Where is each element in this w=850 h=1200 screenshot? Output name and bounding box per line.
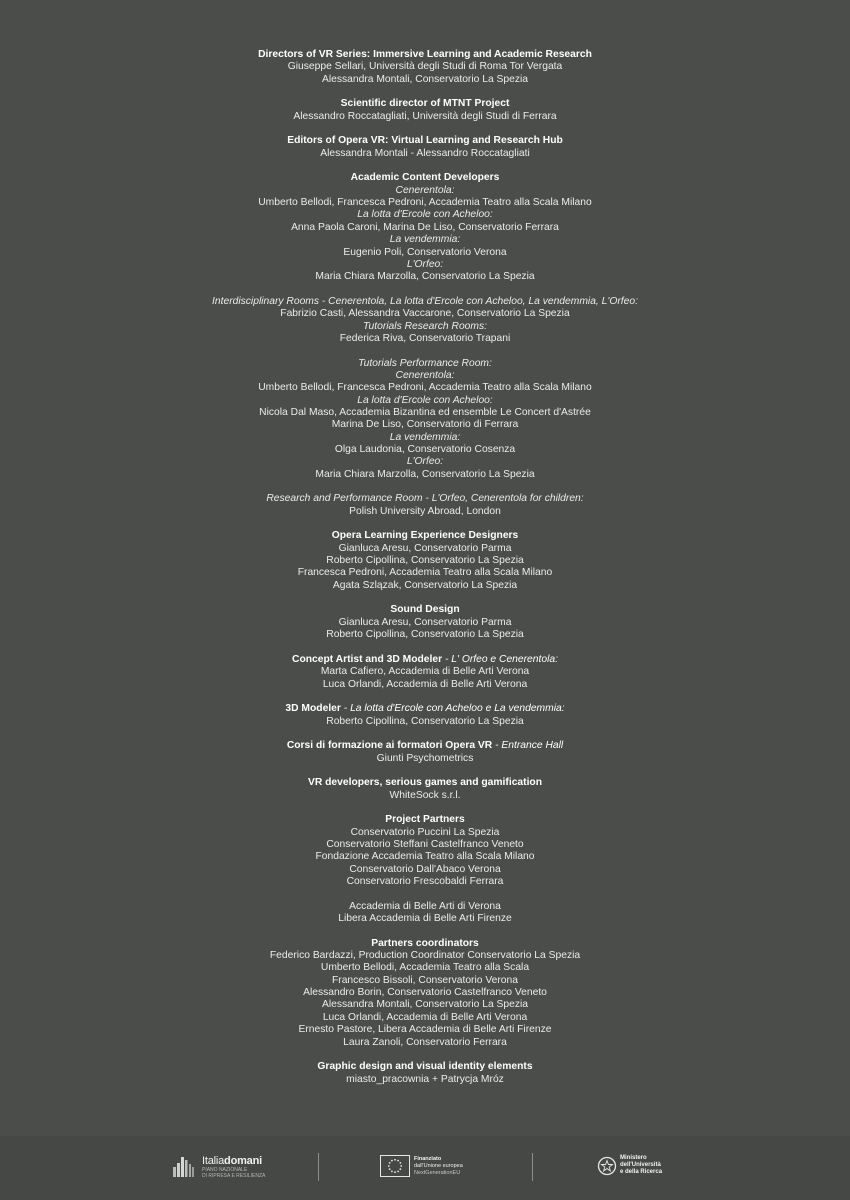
credits-section [0,296,850,345]
credit-line [0,1024,850,1036]
eu-line2: dall'Unione europea [414,1162,463,1169]
credit-line [0,999,850,1011]
line-text: Research and Performance Room - L'Orfeo, Cenerentola for children: [266,493,584,505]
section-heading [0,814,850,826]
credits-section [0,135,850,160]
credits-section [0,604,850,641]
line-text: Accademia di Belle Arti di Verona [349,900,501,912]
credit-line [0,74,850,86]
line-text: Francesco Bissoli, Conservatorio Verona [331,974,518,986]
line-text: Alessandro Borin, Conservatorio Castelfranco Veneto [303,987,547,999]
line-text: Giunti Psychometrics [376,752,474,764]
credits-section [0,654,850,691]
subheading [0,185,850,197]
subheading [0,370,850,382]
section-heading [0,1061,850,1073]
credits-list [0,49,850,1098]
line-text: Federica Riva, Conservatorio Trapani [339,332,511,344]
credit-line [0,506,850,518]
subheading [0,395,850,407]
eu-star-icon [400,1165,402,1167]
credit-line [0,148,850,160]
credits-section [0,172,850,283]
line-text: Gianluca Aresu, Conservatorio Parma [338,616,512,628]
line-text: Luca Orlandi, Accademia di Belle Arti Verona [322,678,528,690]
line-text: Marta Cafiero, Accademia di Belle Arti Verona [320,666,530,678]
eu-star-icon [389,1162,391,1164]
credit-line [0,555,850,567]
italiadomani-logo [172,1155,265,1179]
credit-line [0,469,850,481]
line-text: Roberto Cipollina, Conservatorio La Spezia [326,555,524,567]
credit-line [0,790,850,802]
line-text: Sound Design [390,604,460,616]
line-text: Partners coordinators [371,937,479,949]
line-text: Corsi di formazione ai formatori Opera VR [286,740,493,752]
credit-line [0,1037,850,1049]
line-text: Cenerentola: [395,184,455,196]
section-heading [0,938,850,950]
eu-flag-icon [380,1155,410,1177]
credit-line [0,962,850,974]
credits-section [0,358,850,481]
line-text: Fabrizio Casti, Alessandra Vaccarone, Conservatorio La Spezia [280,308,570,320]
line-text: Opera Learning Experience Designers [331,530,519,542]
credit-line [0,851,850,863]
line-text: Conservatorio Steffani Castelfranco Veneto [326,839,524,850]
eu-star-icon [397,1170,399,1172]
line-text: Cenerentola: [395,369,455,381]
line-text: Eugenio Poli, Conservatorio Verona [343,246,507,258]
line-text: Project Partners [385,814,465,826]
eu-star-icon [397,1160,399,1162]
credits-section [0,814,850,888]
credit-line [0,407,850,419]
republic-emblem-icon [597,1156,617,1176]
line-tail: - L' Orfeo e Cenerentola: [442,653,558,665]
credit-line [0,666,850,678]
credit-line [0,567,850,579]
line-text: Alessandra Montali, Conservatorio La Spezia [321,999,529,1011]
line-text: Conservatorio Puccini La Spezia [350,826,500,838]
line-text: Anna Paola Caroni, Marina De Liso, Conservatorio Ferrara [291,221,559,233]
credit-line [0,61,850,73]
line-text: miasto_pracownia + Patrycja Mróz [346,1073,504,1085]
line-text: Tutorials Performance Room: [358,357,492,369]
line-tail: - La lotta d'Ercole con Acheloo e La vendemmia: [340,703,565,715]
line-text: Agata Szlązak, Conservatorio La Spezia [332,579,518,591]
footer-logo-bar [0,1136,850,1200]
credit-line [0,950,850,962]
eu-line1: Finanziato [414,1155,442,1162]
line-text: Conservatorio Frescobaldi Ferrara [346,876,504,888]
credit-line [0,839,850,851]
section-heading [0,172,850,184]
line-text: Laura Zanoli, Conservatorio Ferrara [343,1036,507,1048]
eu-funding-logo [380,1155,463,1177]
line-text: Olga Laudonia, Conservatorio Cosenza [334,444,516,455]
line-text: Luca Orlandi, Accademia di Belle Arti Verona [322,1011,528,1023]
credit-line [0,827,850,839]
mur-line3: e della Ricerca [620,1169,663,1175]
credit-line [0,617,850,629]
credit-line [0,901,850,913]
credit-line [0,333,850,345]
credit-line [0,753,850,765]
eu-star-icon [388,1165,390,1167]
footer-divider [532,1153,533,1181]
credits-section [0,938,850,1049]
line-text: Scientific director of MTNT Project [340,98,510,110]
eu-star-icon [399,1168,401,1170]
eu-star-icon [394,1171,396,1173]
line-text: Gianluca Aresu, Conservatorio Parma [338,542,512,554]
eu-star-icon [389,1168,391,1170]
mur-line1: Ministero [620,1155,647,1161]
credit-line [0,444,850,456]
subheading [0,296,850,308]
line-text: Umberto Bellodi, Francesca Pedroni, Accademia Teatro alla Scala Milano [258,197,592,209]
line-text: L'Orfeo: [406,456,444,468]
eu-star-icon [391,1160,393,1162]
credit-line [0,419,850,431]
eu-star-icon [399,1162,401,1164]
credits-section [0,703,850,728]
line-text: Alessandra Montali, Conservatorio La Spezia [321,73,529,85]
credits-section [0,49,850,86]
line-text: Francesca Pedroni, Accademia Teatro alla Scala Milano [297,567,553,579]
credit-line [0,271,850,283]
eu-line3: NextGenerationEU [414,1169,461,1176]
section-heading [0,654,850,666]
line-text: Fondazione Accademia Teatro alla Scala Milano [315,851,535,863]
line-text: Tutorials Research Rooms: [363,320,487,332]
credit-line [0,222,850,234]
line-text: Marina De Liso, Conservatorio di Ferrara [331,419,519,431]
italiadomani-sub1: PIANO NAZIONALE [202,1167,248,1173]
line-text: Roberto Cipollina, Conservatorio La Spezia [326,629,524,641]
credit-line [0,580,850,592]
section-heading [0,777,850,789]
credit-line [0,308,850,320]
line-text: Nicola Dal Maso, Accademia Bizantina ed ensemble Le Concert d'Astrée [259,406,591,418]
section-heading [0,604,850,616]
line-text: Interdisciplinary Rooms - Cenerentola, La lotta d'Ercole con Acheloo, La vendemmia, L'Orfeo: [212,295,638,307]
line-text: L'Orfeo: [406,258,444,270]
line-text: Alessandra Montali - Alessandro Roccatagliati [320,147,530,159]
credit-line [0,1074,850,1086]
line-text: Directors of VR Series: Immersive Learning and Academic Research [258,49,592,60]
line-text: Libera Accademia di Belle Arti Firenze [338,913,512,925]
line-text: Editors of Opera VR: Virtual Learning and Research Hub [287,135,563,147]
credit-line [0,382,850,394]
credit-line [0,876,850,888]
subheading [0,259,850,271]
credits-section [0,740,850,765]
credits-section [0,98,850,123]
credit-line [0,247,850,259]
section-heading [0,135,850,147]
eu-star-icon [391,1170,393,1172]
credit-line [0,864,850,876]
line-text: La vendemmia: [389,431,461,443]
subheading [0,432,850,444]
credit-line [0,716,850,728]
section-heading [0,703,850,715]
line-text: Polish University Abroad, London [349,505,501,517]
line-text: Umberto Bellodi, Francesca Pedroni, Accademia Teatro alla Scala Milano [258,382,592,394]
line-tail: - Entrance Hall [492,740,564,752]
credit-line [0,975,850,987]
line-text: Ernesto Pastore, Libera Accademia di Belle Arti Firenze [298,1024,552,1036]
section-heading [0,49,850,61]
eu-star-icon [394,1159,396,1161]
credit-line [0,197,850,209]
line-text: Maria Chiara Marzolla, Conservatorio La Spezia [315,271,535,283]
credits-section [0,493,850,518]
credits-section [0,777,850,802]
line-text: VR developers, serious games and gamification [307,777,543,789]
italiadomani-brand-a: Italia [202,1155,225,1167]
credits-section [0,530,850,592]
line-text: Umberto Bellodi, Accademia Teatro alla Scala [320,962,530,974]
credit-line [0,629,850,641]
mur-logo [597,1155,662,1176]
italiadomani-brand-b: domani [224,1155,262,1167]
subheading [0,456,850,468]
subheading [0,493,850,505]
line-text: Maria Chiara Marzolla, Conservatorio La Spezia [315,468,535,480]
line-text: 3D Modeler [285,703,341,715]
line-text: Giuseppe Sellari, Università degli Studi di Roma Tor Vergata [287,61,563,73]
line-text: Concept Artist and 3D Modeler [292,653,443,665]
credit-line [0,1012,850,1024]
mur-line2: dell'Università [620,1162,661,1168]
line-text: Academic Content Developers [350,172,500,184]
line-text: Roberto Cipollina, Conservatorio La Spezia [326,715,524,727]
section-heading [0,530,850,542]
credit-line [0,987,850,999]
footer-divider [318,1153,319,1181]
line-text: Graphic design and visual identity elements [317,1061,533,1073]
line-text: La lotta d'Ercole con Acheloo: [357,394,493,406]
credits-section [0,901,850,926]
subheading [0,358,850,370]
section-heading [0,740,850,752]
line-text: Alessandro Roccatagliati, Università degli Studi di Ferrara [293,110,557,122]
credits-section [0,1061,850,1086]
italiadomani-emblem-icon [172,1155,198,1179]
section-heading [0,98,850,110]
line-text: Conservatorio Dall'Abaco Verona [349,863,501,875]
credit-line [0,111,850,123]
line-text: La vendemmia: [389,234,461,246]
credit-line [0,679,850,691]
line-text: Federico Bardazzi, Production Coordinator Conservatorio La Spezia [269,950,581,962]
subheading [0,209,850,221]
credit-line [0,913,850,925]
subheading [0,234,850,246]
line-text: WhiteSock s.r.l. [389,789,461,801]
line-text: La lotta d'Ercole con Acheloo: [357,209,493,221]
credit-line [0,543,850,555]
italiadomani-sub2: DI RIPRESA E RESILIENZA [202,1173,266,1179]
subheading [0,321,850,333]
